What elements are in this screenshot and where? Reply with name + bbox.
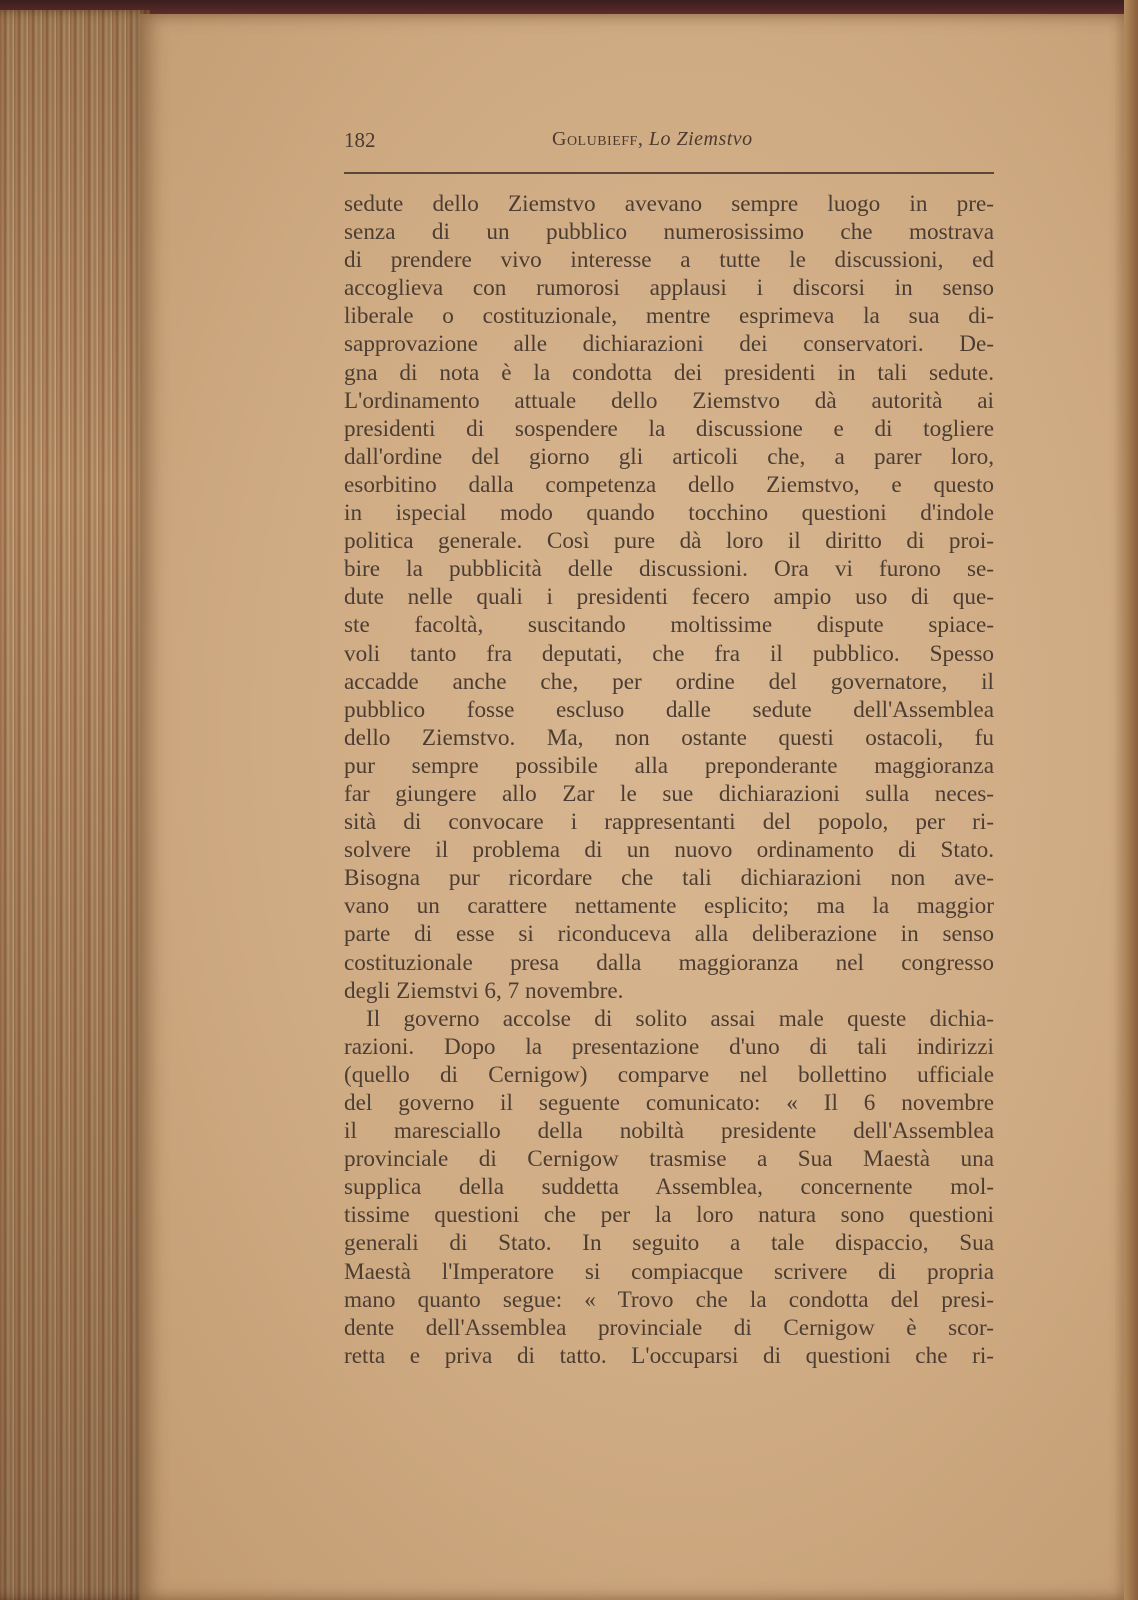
- text-line: voli tanto fra deputati, che fra il pubblico. Spesso: [344, 640, 994, 667]
- text-line: mano quanto segue: « Trovo che la condotta del presi-: [344, 1286, 994, 1313]
- text-line: Maestà l'Imperatore si compiacque scrivere di propria: [344, 1258, 994, 1285]
- text-line: (quello di Cernigow) comparve nel bollettino ufficiale: [344, 1061, 994, 1088]
- stacked-page-edges: [0, 10, 150, 1600]
- page-right-edge: [1124, 0, 1138, 1600]
- running-head-work: Lo Ziemstvo: [648, 128, 753, 150]
- text-line: bire la pubblicità delle discussioni. Ora vi furono se-: [344, 556, 994, 583]
- text-line: provinciale di Cernigow trasmise a Sua Maestà una: [344, 1146, 994, 1173]
- running-head-author: Golubieff,: [552, 128, 644, 150]
- text-line: pubblico fosse escluso dalle sedute dell'Assemblea: [344, 696, 994, 723]
- text-line: solvere il problema di un nuovo ordinamento di Stato.: [344, 837, 994, 864]
- header-rule: [344, 172, 994, 174]
- text-line: in ispecial modo quando tocchino questioni d'indole: [344, 500, 994, 527]
- text-line: gna di nota è la condotta dei presidenti in tali sedute.: [344, 359, 994, 386]
- text-line: dute nelle quali i presidenti fecero ampio uso di que-: [344, 584, 994, 611]
- body-text: [344, 190, 994, 1370]
- running-head: [552, 128, 753, 151]
- text-line: sedute dello Ziemstvo avevano sempre luogo in pre-: [344, 191, 994, 217]
- text-line: retta e priva di tatto. L'occuparsi di questioni che ri-: [344, 1342, 994, 1369]
- text-line: politica generale. Così pure dà loro il diritto di proi-: [344, 528, 994, 555]
- text-line: accoglieva con rumorosi applausi i discorsi in senso: [344, 275, 994, 302]
- text-line: L'ordinamento attuale dello Ziemstvo dà autorità ai: [344, 387, 994, 414]
- text-line: dello Ziemstvo. Ma, non ostante questi ostacoli, fu: [344, 724, 994, 751]
- text-line: tissime questioni che per la loro natura sono questioni: [344, 1202, 994, 1229]
- page-number: 182: [344, 128, 376, 152]
- text-line: del governo il seguente comunicato: « Il 6 novembre: [344, 1090, 994, 1116]
- text-line: di prendere vivo interesse a tutte le discussioni, ed: [344, 247, 994, 274]
- text-line: presidenti di sospendere la discussione e di togliere: [344, 415, 994, 442]
- text-line: parte di esse si riconduceva alla deliberazione in senso: [344, 921, 994, 948]
- text-line: accadde anche che, per ordine del governatore, il: [344, 668, 994, 695]
- text-line: sapprovazione alle dichiarazioni dei conservatori. De-: [344, 331, 994, 358]
- text-line: sità di convocare i rappresentanti del popolo, per ri-: [344, 809, 994, 836]
- text-line: Bisogna pur ricordare che tali dichiarazioni non ave-: [344, 865, 994, 892]
- page-header: [344, 128, 994, 158]
- text-line: esorbitino dalla competenza dello Ziemstvo, e questo: [344, 471, 994, 498]
- text-line: liberale o costituzionale, mentre esprimeva la sua di-: [344, 303, 994, 330]
- text-line: vano un carattere nettamente esplicito; ma la maggior: [344, 893, 994, 920]
- text-line: dente dell'Assemblea provinciale di Cernigow è scor-: [344, 1314, 994, 1341]
- text-line: senza di un pubblico numerosissimo che mostrava: [344, 219, 994, 246]
- text-line: degli Ziemstvi 6, 7 novembre.: [344, 977, 624, 1004]
- text-line: generali di Stato. In seguito a tale dispaccio, Sua: [344, 1230, 994, 1257]
- text-line: pur sempre possibile alla preponderante maggioranza: [344, 752, 994, 779]
- text-line: razioni. Dopo la presentazione d'uno di tali indirizzi: [344, 1033, 994, 1060]
- text-line: il maresciallo della nobiltà presidente dell'Assemblea: [344, 1118, 994, 1145]
- text-line: ste facoltà, suscitando moltissime dispute spiace-: [344, 612, 994, 639]
- text-line: Il governo accolse di solito assai male queste dichia-: [366, 1005, 994, 1032]
- text-line: far giungere allo Zar le sue dichiarazioni sulla neces-: [344, 780, 994, 807]
- text-line: costituzionale presa dalla maggioranza nel congresso: [344, 949, 994, 976]
- text-line: dall'ordine del giorno gli articoli che, a parer loro,: [344, 443, 994, 470]
- text-line: supplica della suddetta Assemblea, concernente mol-: [344, 1174, 994, 1201]
